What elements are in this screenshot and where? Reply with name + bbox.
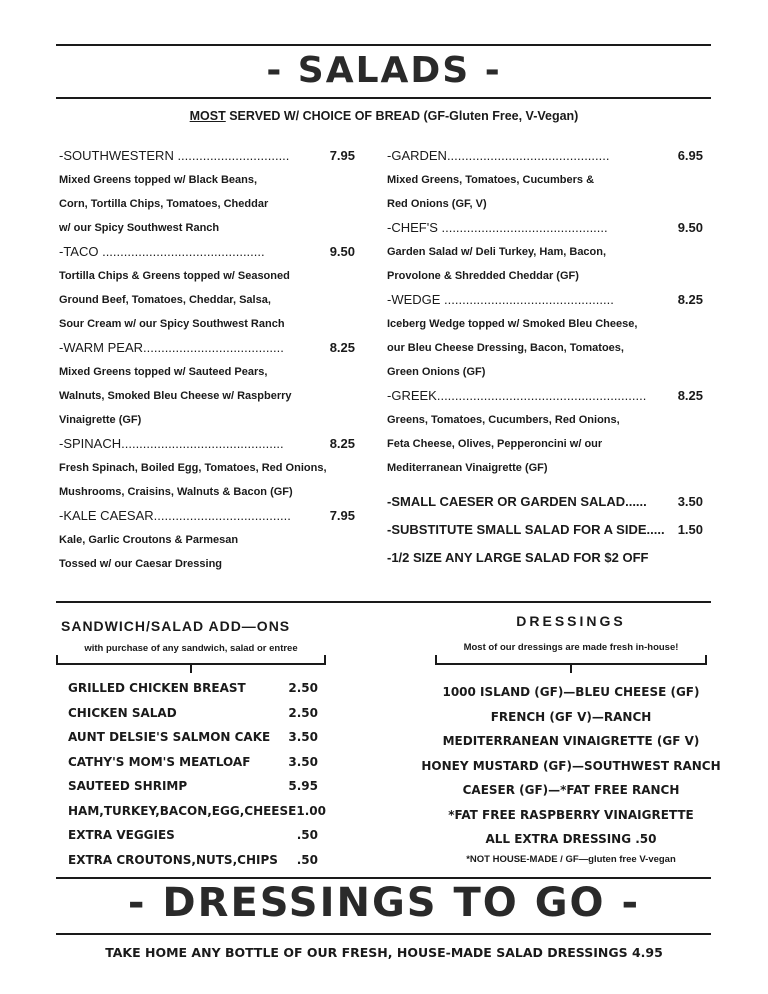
page-title: - SALADS -	[266, 50, 502, 91]
addon-price: 2.50	[288, 681, 318, 695]
dressings-list	[398, 680, 744, 865]
item-desc: Fresh Spinach, Boiled Egg, Tomatoes, Red Onions,	[59, 462, 327, 474]
menu-item	[59, 144, 355, 240]
dressing-item: ALL EXTRA DRESSING .50	[485, 832, 657, 846]
item-desc: Kale, Garlic Croutons & Parmesan	[59, 534, 239, 546]
addon-name: SAUTEED SHRIMP	[68, 779, 188, 793]
addon-price: 1.00	[296, 803, 326, 818]
item-desc: our Bleu Cheese Dressing, Bacon, Tomatoes,	[387, 342, 624, 354]
addon-price: 2.50	[288, 705, 318, 720]
item-desc: Mushrooms, Craisins, Walnuts & Bacon (GF)	[59, 486, 293, 498]
dressings-bracket-tick	[570, 665, 572, 673]
item-desc: Walnuts, Smoked Bleu Cheese w/ Raspberry	[59, 390, 292, 402]
dressing-item: HONEY MUSTARD (GF)—SOUTHWEST RANCH	[421, 758, 721, 773]
item-desc: Red Onions (GF, V)	[387, 198, 487, 210]
item-desc: Green Onions (GF)	[387, 366, 486, 378]
extra-name: -1/2 SIZE ANY LARGE SALAD FOR $2 OFF	[387, 550, 649, 565]
item-desc: Provolone & Shredded Cheddar (GF)	[387, 270, 579, 282]
item-desc: Iceberg Wedge topped w/ Smoked Bleu Cheese,	[387, 318, 638, 330]
item-name: -TACO .............................................	[59, 244, 265, 259]
dressings-footnote: *NOT HOUSE-MADE / GF—gluten free V-vegan	[466, 853, 676, 865]
addon-row	[68, 676, 318, 701]
addon-name: EXTRA CROUTONS,NUTS,CHIPS	[68, 852, 278, 867]
dressings-note: Most of our dressings are made fresh in-house!	[463, 642, 679, 653]
extra-name: -SMALL CAESER OR GARDEN SALAD......	[387, 494, 647, 509]
item-desc: Greens, Tomatoes, Cucumbers, Red Onions,	[387, 414, 620, 426]
addon-row	[68, 725, 318, 750]
dressing-item: 1000 ISLAND (GF)—BLEU CHEESE (GF)	[442, 685, 700, 699]
item-name: -SPINACH.............................................	[59, 436, 284, 451]
menu-item	[59, 240, 355, 336]
item-desc: Mixed Greens topped w/ Black Beans,	[59, 174, 258, 186]
item-desc: Mixed Greens, Tomatoes, Cucumbers &	[387, 174, 595, 186]
addon-name: AUNT DELSIE'S SALMON CAKE	[68, 730, 271, 744]
dressing-item: FRENCH (GF V)—RANCH	[490, 709, 652, 724]
addon-price: 5.95	[288, 779, 318, 793]
addon-name: CHICKEN SALAD	[68, 705, 177, 720]
item-price: 9.50	[677, 220, 703, 235]
extra-price: 1.50	[677, 522, 703, 537]
addon-row	[68, 823, 318, 848]
dressings-bracket	[435, 655, 707, 665]
item-price: 6.95	[677, 148, 703, 163]
item-desc: Corn, Tortilla Chips, Tomatoes, Cheddar	[59, 198, 269, 210]
addon-price: 3.50	[288, 754, 318, 769]
item-name: -CHEF'S ..............................................	[387, 220, 608, 235]
extra-item	[387, 516, 703, 544]
item-name: -GARDEN.............................................	[387, 148, 610, 163]
extra-name: -SUBSTITUTE SMALL SALAD FOR A SIDE.....	[387, 522, 665, 537]
title-rule	[56, 97, 711, 99]
item-desc: Ground Beef, Tomatoes, Cheddar, Salsa,	[59, 294, 271, 306]
item-desc: w/ our Spicy Southwest Ranch	[59, 222, 220, 234]
dressing-item: MEDITERRANEAN VINAIGRETTE (GF V)	[442, 734, 700, 748]
item-desc: Sour Cream w/ our Spicy Southwest Ranch	[59, 318, 285, 330]
menu-item	[387, 384, 703, 480]
item-price: 7.95	[329, 508, 355, 523]
top-rule	[56, 44, 711, 46]
menu-item	[59, 504, 355, 576]
togo-top-rule	[56, 877, 711, 879]
item-price: 8.25	[329, 436, 355, 451]
dressing-item: CAESER (GF)—*FAT FREE RANCH	[462, 783, 680, 797]
addon-name: CATHY'S MOM'S MEATLOAF	[68, 754, 251, 769]
togo-text: TAKE HOME ANY BOTTLE OF OUR FRESH, HOUSE-MADE SALAD DRESSINGS 4.95	[105, 945, 663, 960]
addon-row	[68, 799, 326, 824]
item-name: -SOUTHWESTERN ...............................	[59, 148, 290, 163]
addon-row	[68, 848, 318, 873]
addon-price: .50	[296, 828, 318, 842]
salads-left-column	[59, 144, 355, 576]
subtitle-text: SERVED W/ CHOICE OF BREAD (GF-Gluten Free, V-Vegan)	[225, 109, 579, 123]
extra-price: 3.50	[677, 494, 703, 509]
item-desc: Mixed Greens topped w/ Sauteed Pears,	[59, 366, 268, 378]
item-price: 8.25	[329, 340, 355, 355]
item-desc: Mediterranean Vinaigrette (GF)	[387, 462, 548, 474]
salads-right-column	[387, 144, 703, 572]
menu-item	[387, 144, 703, 216]
menu-item	[59, 336, 355, 432]
addon-row	[68, 750, 318, 775]
item-desc: Tossed w/ our Caesar Dressing	[59, 558, 223, 570]
item-price: 9.50	[329, 244, 355, 259]
addon-price: 3.50	[288, 730, 318, 744]
item-desc: Garden Salad w/ Deli Turkey, Ham, Bacon,	[387, 246, 607, 258]
subtitle-emphasis: MOST	[189, 109, 226, 123]
menu-item	[59, 432, 355, 504]
item-price: 8.25	[677, 388, 703, 403]
extra-item	[387, 544, 703, 572]
togo-bottom-rule	[56, 933, 711, 935]
addon-name: GRILLED CHICKEN BREAST	[68, 681, 246, 695]
addons-note: with purchase of any sandwich, salad or entree	[84, 643, 298, 654]
item-name: -WARM PEAR.......................................	[59, 340, 284, 355]
togo-title: - DRESSINGS TO GO -	[127, 880, 641, 926]
dressings-title: DRESSINGS	[516, 613, 626, 629]
item-name: -WEDGE ...............................................	[387, 292, 614, 307]
addons-bracket	[56, 655, 326, 665]
section-rule	[56, 601, 711, 603]
addons-list	[68, 676, 326, 872]
addon-name: EXTRA VEGGIES	[68, 828, 175, 842]
item-desc: Vinaigrette (GF)	[59, 414, 142, 426]
addon-row	[68, 774, 318, 799]
addons-title: SANDWICH/SALAD ADD—ONS	[61, 618, 291, 634]
item-price: 7.95	[329, 148, 355, 163]
addon-price: .50	[296, 852, 318, 867]
item-desc: Feta Cheese, Olives, Pepperoncini w/ our	[387, 438, 603, 450]
extra-item	[387, 488, 703, 516]
subtitle	[0, 109, 768, 123]
addon-name: HAM,TURKEY,BACON,EGG,CHEESE	[68, 803, 297, 818]
menu-item	[387, 288, 703, 384]
item-name: -KALE CAESAR......................................	[59, 508, 291, 523]
item-price: 8.25	[677, 292, 703, 307]
addons-bracket-tick	[190, 665, 192, 673]
item-name: -GREEK..........................................................	[387, 388, 647, 403]
item-desc: Tortilla Chips & Greens topped w/ Seasoned	[59, 270, 290, 282]
dressing-item: *FAT FREE RASPBERRY VINAIGRETTE	[448, 807, 694, 822]
addon-row	[68, 701, 318, 726]
menu-item	[387, 216, 703, 288]
